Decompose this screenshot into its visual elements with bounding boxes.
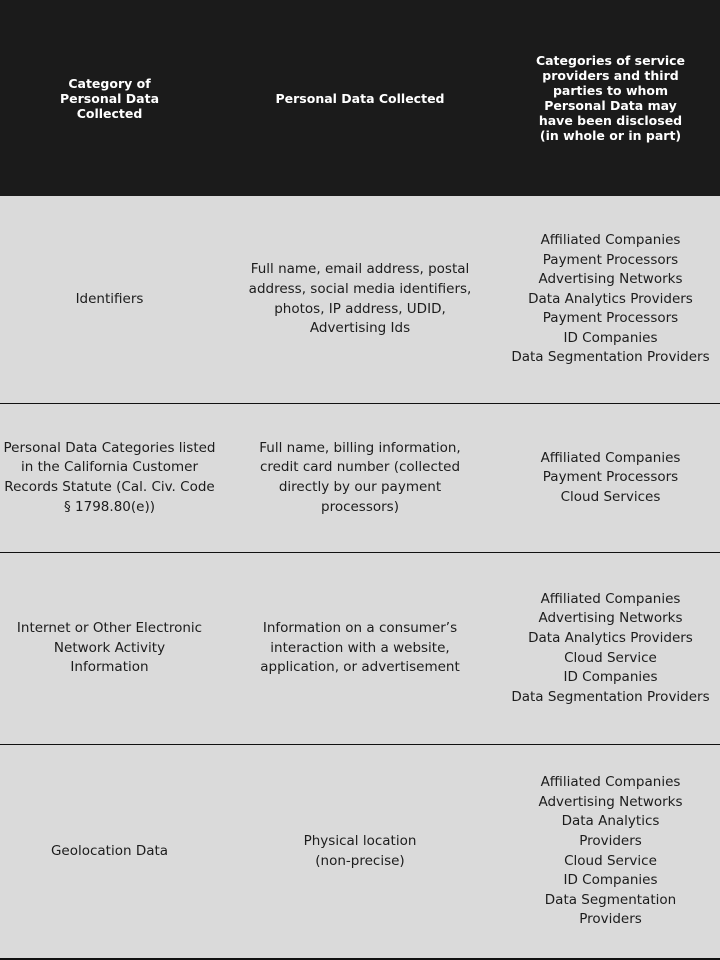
row-geolocation-collected [219,745,501,960]
row-network-activity-recipients [501,553,720,745]
recipient-item: Data Segmentation Providers [511,349,710,366]
recipient-item: Payment Processors [542,310,679,327]
recipient-item: Affiliated Companies [540,449,681,466]
row-network-activity-collected [219,553,501,745]
row-identifiers-recipients [501,196,720,404]
header-recipients: Categories of service providers and third parties to whom Personal Data may have been disclosed (in whole or in part) [501,0,720,196]
recipient-item: Advertising Networks [538,271,683,288]
recipient-item: Data Analytics Providers [528,629,693,646]
recipient-item: Data Analytics Providers [561,813,660,849]
recipient-item: Cloud Service [564,649,657,666]
recipient-item: ID Companies [563,669,658,686]
recipient-item: Affiliated Companies [540,774,681,791]
recipient-item: ID Companies [563,872,658,889]
category-text: Identifiers [75,290,144,307]
recipient-item: Affiliated Companies [540,590,681,607]
row-california-records-collected [219,404,501,553]
collected-text: Full name, billing information, credit card number (collected directly by our payment processors) [259,439,461,515]
row-network-activity-category [0,553,219,745]
recipient-list [511,590,709,708]
row-identifiers-category [0,196,219,404]
header-category: Category of Personal Data Collected [0,0,219,196]
recipient-item: Data Analytics Providers [528,290,693,307]
recipient-item: ID Companies [563,329,658,346]
category-text: Geolocation Data [50,842,169,859]
recipient-item: Data Segmentation Providers [511,688,710,705]
recipient-item: Cloud Services [560,488,661,505]
row-california-records-category [0,404,219,553]
row-geolocation-recipients [501,745,720,960]
recipient-item: Affiliated Companies [540,231,681,248]
recipient-list [541,449,681,508]
collected-text: Full name, email address, postal address, social media identifiers, photos, IP address, UDID, Advertising Ids [248,261,472,337]
recipient-item: Data Segmentation Providers [544,891,677,928]
row-geolocation-category [0,745,219,960]
recipient-item: Payment Processors [542,251,679,268]
header-data-collected: Personal Data Collected [219,0,501,196]
category-text: Internet or Other Electronic Network Activity Information [16,620,203,676]
collected-text: Information on a consumer’s interaction with a website, application, or advertisement [260,620,460,676]
row-identifiers-collected [219,196,501,404]
row-california-records-recipients [501,404,720,553]
category-text: Personal Data Categories listed in the California Customer Records Statute (Cal. Civ. Code § 1798.80(e)) [3,439,216,515]
recipient-list [536,773,686,930]
recipient-item: Cloud Service [564,852,657,869]
recipient-list [511,231,709,368]
recipient-item: Payment Processors [542,469,679,486]
collected-text: Physical location (non-precise) [303,832,417,869]
recipient-item: Advertising Networks [538,793,683,810]
recipient-item: Advertising Networks [538,610,683,627]
